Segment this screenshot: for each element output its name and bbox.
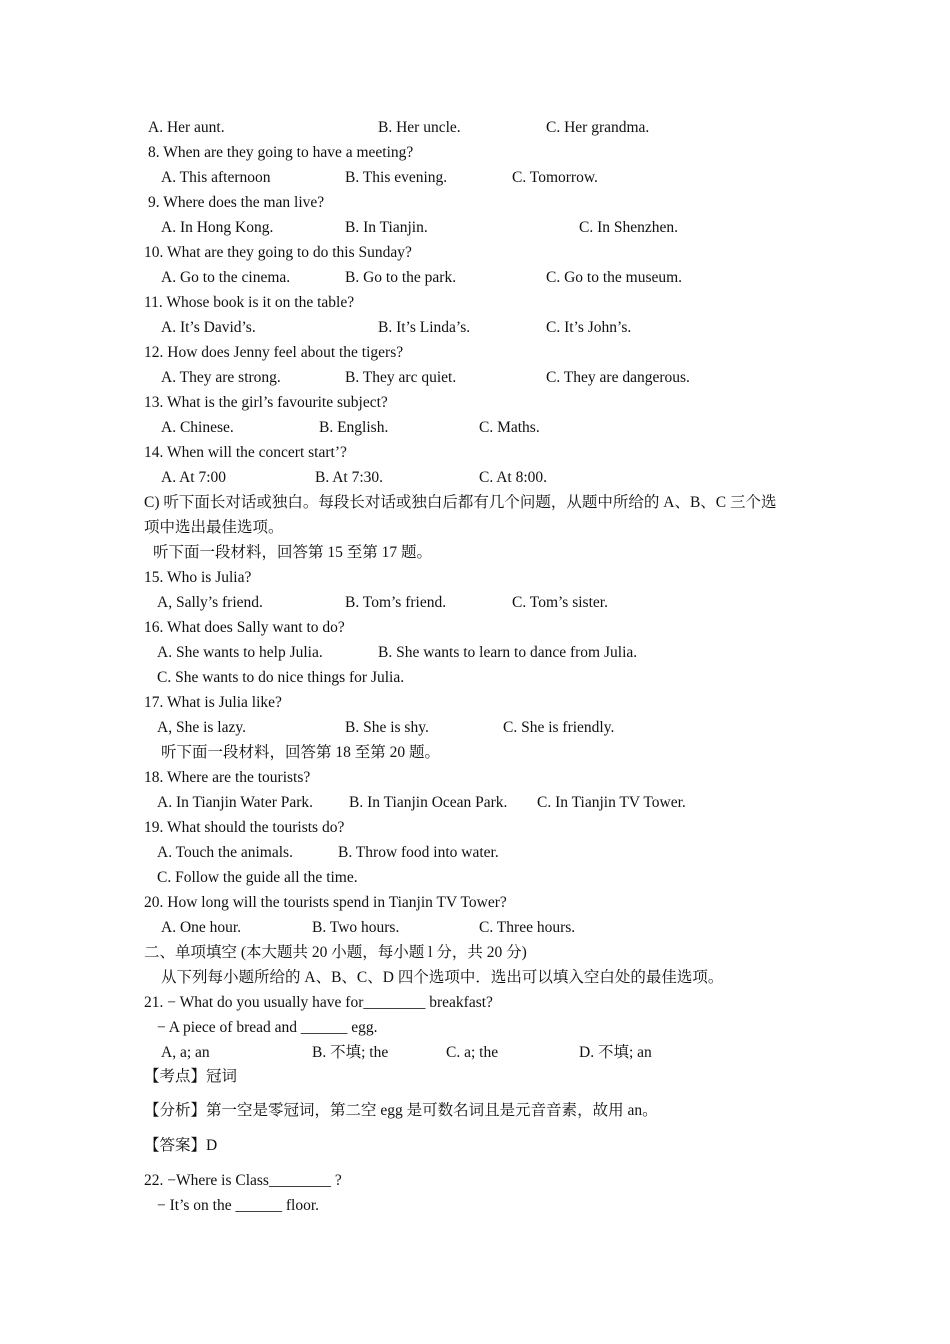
- q12-stem: 12. How does Jenny feel about the tigers?: [144, 344, 404, 361]
- q18-option-b: B. In Tianjin Ocean Park.: [349, 794, 508, 811]
- q7-option-c: C. Her grandma.: [546, 119, 650, 136]
- section-c-instruction-15-17: 听下面一段材料，回答第 15 至第 17 题。: [153, 544, 433, 561]
- q15-option-a: A, Sally’s friend.: [157, 594, 263, 611]
- q9-option-a: A. In Hong Kong.: [161, 219, 274, 236]
- q11-option-a: A. It’s David’s.: [161, 319, 256, 336]
- q21-kaodian: 【考点】冠词: [144, 1068, 238, 1085]
- q13-option-b: B. English.: [319, 419, 389, 436]
- q18-option-a: A. In Tianjin Water Park.: [157, 794, 314, 811]
- q7-option-b: B. Her uncle.: [378, 119, 461, 136]
- section-c-directions-line2: 项中选出最佳选项。: [144, 519, 284, 536]
- q19-option-c: C. Follow the guide all the time.: [157, 869, 358, 886]
- part2-heading: 二、单项填空 (本大题共 20 小题，每小题 l 分，共 20 分): [144, 944, 527, 961]
- q19-stem: 19. What should the tourists do?: [144, 819, 345, 836]
- q14-option-c: C. At 8:00.: [479, 469, 548, 486]
- q11-stem: 11. Whose book is it on the table?: [144, 294, 355, 311]
- q21-option-d: D. 不填; an: [579, 1044, 652, 1061]
- q20-option-a: A. One hour.: [161, 919, 242, 936]
- q15-stem: 15. Who is Julia?: [144, 569, 252, 586]
- q15-option-c: C. Tom’s sister.: [512, 594, 608, 611]
- q21-answer: 【答案】D: [144, 1137, 218, 1154]
- q21-stem-line1: 21. − What do you usually have for________ breakfast?: [144, 994, 493, 1011]
- q19-option-b: B. Throw food into water.: [338, 844, 499, 861]
- q17-stem: 17. What is Julia like?: [144, 694, 282, 711]
- q17-option-c: C. She is friendly.: [503, 719, 615, 736]
- q14-option-b: B. At 7:30.: [315, 469, 384, 486]
- q17-option-b: B. She is shy.: [345, 719, 429, 736]
- q21-stem-line2: − A piece of bread and ______ egg.: [157, 1019, 378, 1036]
- q22-stem-line1: 22. −Where is Class________ ?: [144, 1172, 342, 1189]
- q20-option-b: B. Two hours.: [312, 919, 400, 936]
- q10-stem: 10. What are they going to do this Sunday?: [144, 244, 412, 261]
- q15-option-b: B. Tom’s friend.: [345, 594, 447, 611]
- q9-stem: 9. Where does the man live?: [148, 194, 325, 211]
- q17-option-a: A, She is lazy.: [157, 719, 246, 736]
- q18-stem: 18. Where are the tourists?: [144, 769, 311, 786]
- q16-stem: 16. What does Sally want to do?: [144, 619, 345, 636]
- q7-option-a: A. Her aunt.: [148, 119, 225, 136]
- q11-option-c: C. It’s John’s.: [546, 319, 632, 336]
- q21-option-b: B. 不填; the: [312, 1044, 389, 1061]
- q22-stem-line2: − It’s on the ______ floor.: [157, 1197, 320, 1214]
- q16-option-a: A. She wants to help Julia.: [157, 644, 323, 661]
- q8-option-a: A. This afternoon: [161, 169, 271, 186]
- q20-option-c: C. Three hours.: [479, 919, 576, 936]
- q12-option-b: B. They arc quiet.: [345, 369, 457, 386]
- q10-option-a: A. Go to the cinema.: [161, 269, 291, 286]
- q10-option-c: C. Go to the museum.: [546, 269, 683, 286]
- q8-stem: 8. When are they going to have a meeting?: [148, 144, 414, 161]
- q18-option-c: C. In Tianjin TV Tower.: [537, 794, 686, 811]
- q12-option-c: C. They are dangerous.: [546, 369, 690, 386]
- q9-option-b: B. In Tianjin.: [345, 219, 428, 236]
- q14-option-a: A. At 7:00: [161, 469, 227, 486]
- q13-stem: 13. What is the girl’s favourite subject?: [144, 394, 388, 411]
- section-c-instruction-18-20: 听下面一段材料，回答第 18 至第 20 题。: [161, 744, 441, 761]
- q20-stem: 20. How long will the tourists spend in Tianjin TV Tower?: [144, 894, 507, 911]
- q16-option-c: C. She wants to do nice things for Julia.: [157, 669, 405, 686]
- section-c-directions-line1: C) 听下面长对话或独白。每段长对话或独白后都有几个问题，从题中所给的 A、B、C 三个选: [144, 494, 777, 511]
- q21-fenxi: 【分析】第一空是零冠词，第二空 egg 是可数名词且是元音音素，故用 an。: [144, 1102, 658, 1119]
- part2-instructions: 从下列每小题所给的 A、B、C、D 四个选项中．选出可以填入空白处的最佳选项。: [161, 969, 724, 986]
- q8-option-c: C. Tomorrow.: [512, 169, 598, 186]
- q19-option-a: A. Touch the animals.: [157, 844, 293, 861]
- q13-option-c: C. Maths.: [479, 419, 540, 436]
- q21-option-c: C. a; the: [446, 1044, 499, 1061]
- q9-option-c: C. In Shenzhen.: [579, 219, 679, 236]
- q10-option-b: B. Go to the park.: [345, 269, 457, 286]
- q16-option-b: B. She wants to learn to dance from Julia.: [378, 644, 638, 661]
- q13-option-a: A. Chinese.: [161, 419, 234, 436]
- q8-option-b: B. This evening.: [345, 169, 448, 186]
- q12-option-a: A. They are strong.: [161, 369, 281, 386]
- q11-option-b: B. It’s Linda’s.: [378, 319, 471, 336]
- q14-stem: 14. When will the concert start’?: [144, 444, 347, 461]
- q21-option-a: A, a; an: [161, 1044, 210, 1061]
